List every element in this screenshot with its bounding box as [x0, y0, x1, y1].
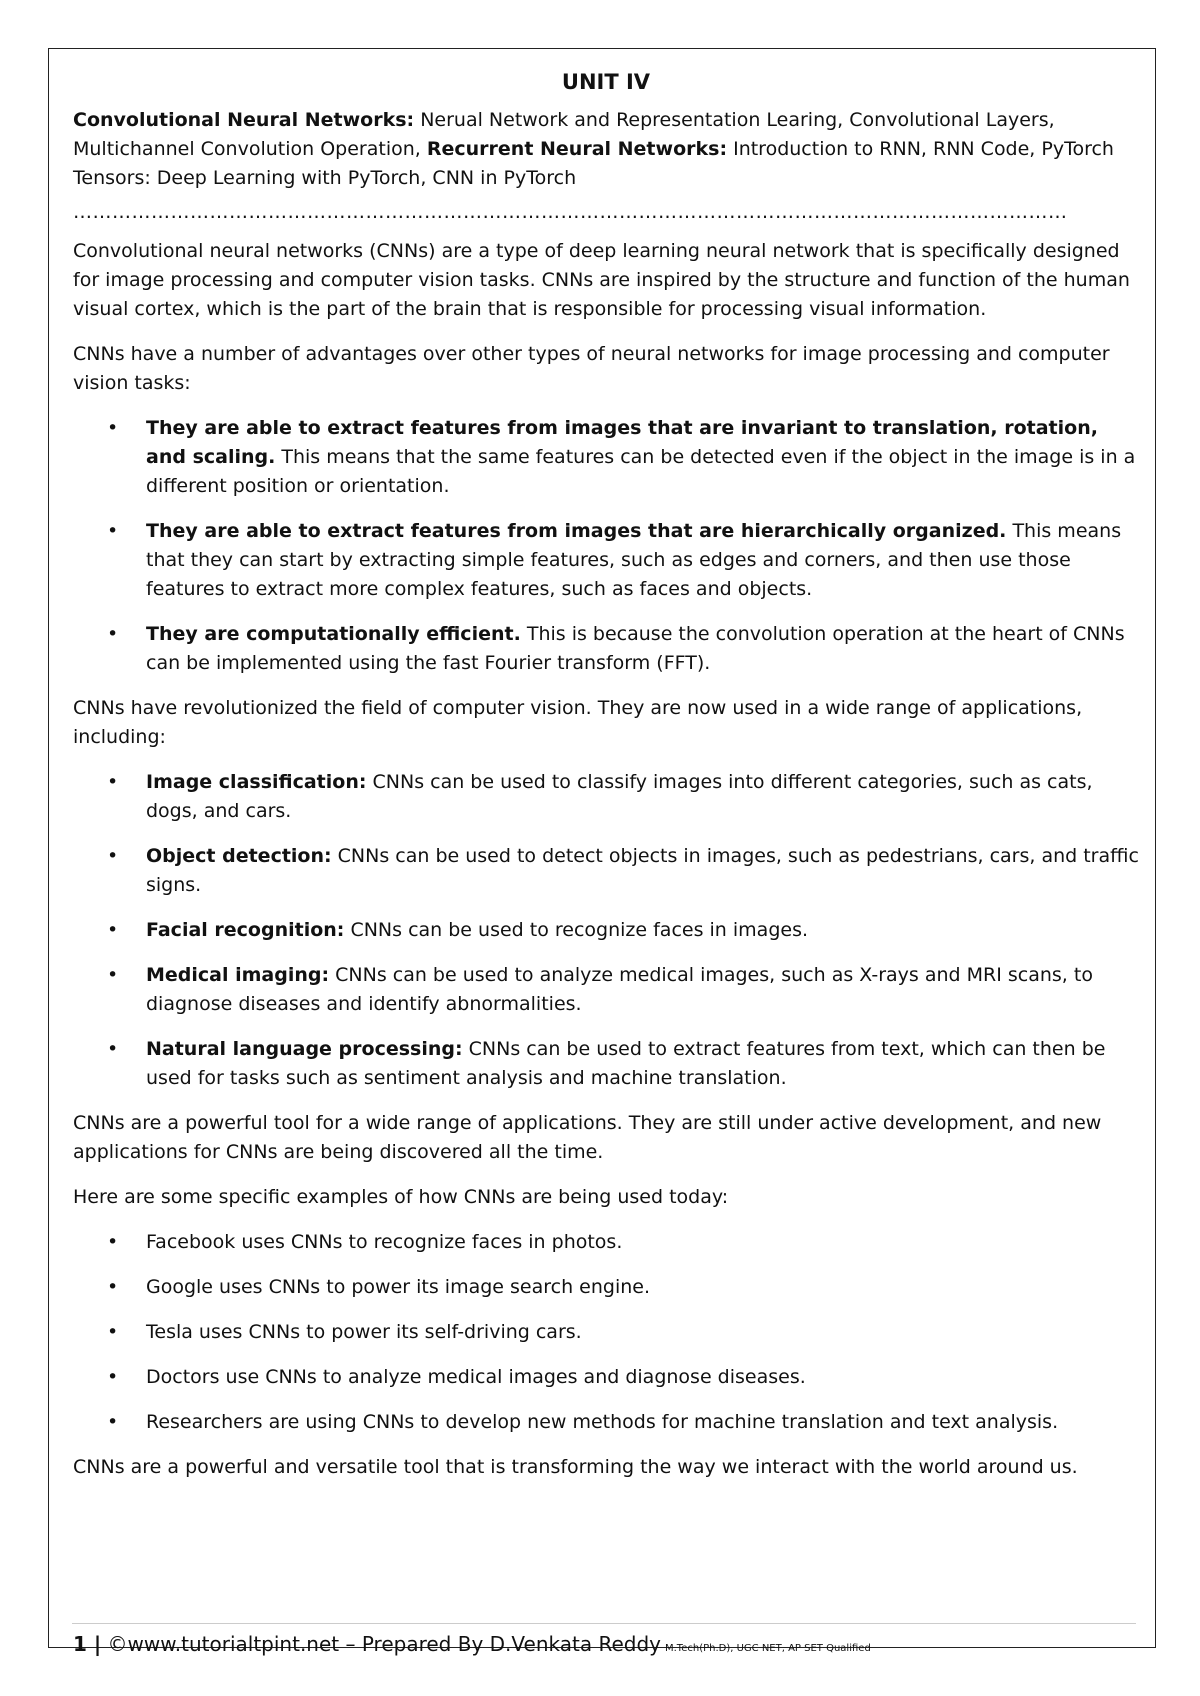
item-lead: Medical imaging: — [146, 964, 330, 986]
footer-text: ©www.tutorialtpint.net – Prepared By D.Venkata Reddy — [101, 1632, 661, 1656]
footer-divider — [72, 1623, 1136, 1624]
bullet-icon: • — [107, 771, 119, 793]
item-text: CNNs can be used to recognize faces in images. — [344, 919, 809, 941]
bullet-icon: • — [107, 1276, 119, 1298]
document-body — [73, 70, 1139, 1498]
bullet-icon: • — [107, 1411, 119, 1433]
dotted-divider: ……………………………………………………………………………………………………………………………………… — [73, 201, 1068, 223]
examples-intro: Here are some specific examples of how CNNs are being used today: — [73, 1186, 729, 1208]
item-lead: They are able to extract features from images that are invariant to translation, rotation, and scaling. — [146, 417, 1098, 468]
unit-title: UNIT IV — [561, 70, 651, 94]
rnn-heading: Recurrent Neural Networks: — [426, 138, 728, 160]
item-text: CNNs can be used to detect objects in images, such as pedestrians, cars, and traffic signs. — [146, 845, 1139, 896]
bullet-icon: • — [107, 919, 119, 941]
rnn-topics: Introduction to RNN, RNN Code, PyTorch Tensors: Deep Learning with PyTorch, CNN in PyTorch — [73, 138, 1114, 189]
bullet-icon: • — [107, 964, 119, 986]
item-text: Doctors use CNNs to analyze medical images and diagnose diseases. — [146, 1366, 806, 1388]
bullet-icon: • — [107, 417, 119, 439]
applications-intro: CNNs have revolutionized the field of computer vision. They are now used in a wide range of applications, including: — [73, 697, 1083, 748]
list-item — [73, 768, 1139, 826]
list-item — [73, 916, 1139, 945]
item-text: Researchers are using CNNs to develop new methods for machine translation and text analysis. — [146, 1411, 1059, 1433]
item-lead: Facial recognition: — [146, 919, 345, 941]
intro-paragraph: Convolutional neural networks (CNNs) are a type of deep learning neural network that is specifically designed for image processing and computer vision tasks. CNNs are inspired by the structure and function of the human visual cortex, which is the part of the brain that is responsible for processing visual information. — [73, 240, 1130, 320]
page-footer — [73, 1632, 871, 1656]
bullet-icon: • — [107, 520, 119, 542]
list-item — [73, 1318, 1139, 1347]
advantages-list — [73, 414, 1139, 678]
item-text: Facebook uses CNNs to recognize faces in photos. — [146, 1231, 623, 1253]
list-item — [73, 517, 1139, 604]
item-text: This means that the same features can be detected even if the object in the image is in a different position or orientation. — [146, 446, 1136, 497]
bullet-icon: • — [107, 845, 119, 867]
item-text: CNNs can be used to analyze medical images, such as X-rays and MRI scans, to diagnose diseases and identify abnormalities. — [146, 964, 1093, 1015]
item-lead: Natural language processing: — [146, 1038, 463, 1060]
examples-list — [73, 1228, 1139, 1437]
item-text: Google uses CNNs to power its image search engine. — [146, 1276, 651, 1298]
list-item — [73, 842, 1139, 900]
bullet-icon: • — [107, 1038, 119, 1060]
list-item — [73, 1228, 1139, 1257]
list-item — [73, 414, 1139, 501]
item-lead: They are able to extract features from images that are hierarchically organized. — [146, 520, 1007, 542]
bullet-icon: • — [107, 1231, 119, 1253]
item-text: This is because the convolution operation at the heart of CNNs can be implemented using the fast Fourier transform (FFT). — [146, 623, 1125, 674]
page-number: 1 | — [73, 1632, 102, 1656]
list-item — [73, 1363, 1139, 1392]
item-lead: Image classification: — [146, 771, 367, 793]
list-item — [73, 961, 1139, 1019]
item-text: This means that they can start by extracting simple features, such as edges and corners, and then use those features to extract more complex features, such as faces and objects. — [146, 520, 1122, 600]
applications-list — [73, 768, 1139, 1093]
item-text: CNNs can be used to extract features from text, which can then be used for tasks such as sentiment analysis and machine translation. — [146, 1038, 1106, 1089]
author-qualification: M.Tech(Ph.D), UGC NET, AP SET Qualified — [664, 1643, 871, 1654]
item-text: Tesla uses CNNs to power its self-driving cars. — [146, 1321, 582, 1343]
item-lead: They are computationally efficient. — [146, 623, 521, 645]
cnn-heading: Convolutional Neural Networks: — [73, 109, 415, 131]
item-lead: Object detection: — [146, 845, 332, 867]
list-item — [73, 1408, 1139, 1437]
conclusion-paragraph: CNNs are a powerful and versatile tool that is transforming the way we interact with the world around us. — [73, 1456, 1078, 1478]
advantages-intro: CNNs have a number of advantages over other types of neural networks for image processing and computer vision tasks: — [73, 343, 1110, 394]
bullet-icon: • — [107, 1366, 119, 1388]
syllabus — [73, 106, 1139, 193]
list-item — [73, 1035, 1139, 1093]
cnn-topics: Nerual Network and Representation Learing, Convolutional Layers, Multichannel Convolution Operation, — [73, 109, 1055, 160]
powerful-tool-paragraph: CNNs are a powerful tool for a wide range of applications. They are still under active development, and new applications for CNNs are being discovered all the time. — [73, 1112, 1102, 1163]
list-item — [73, 1273, 1139, 1302]
bullet-icon: • — [107, 1321, 119, 1343]
list-item — [73, 620, 1139, 678]
item-text: CNNs can be used to classify images into different categories, such as cats, dogs, and cars. — [146, 771, 1093, 822]
bullet-icon: • — [107, 623, 119, 645]
